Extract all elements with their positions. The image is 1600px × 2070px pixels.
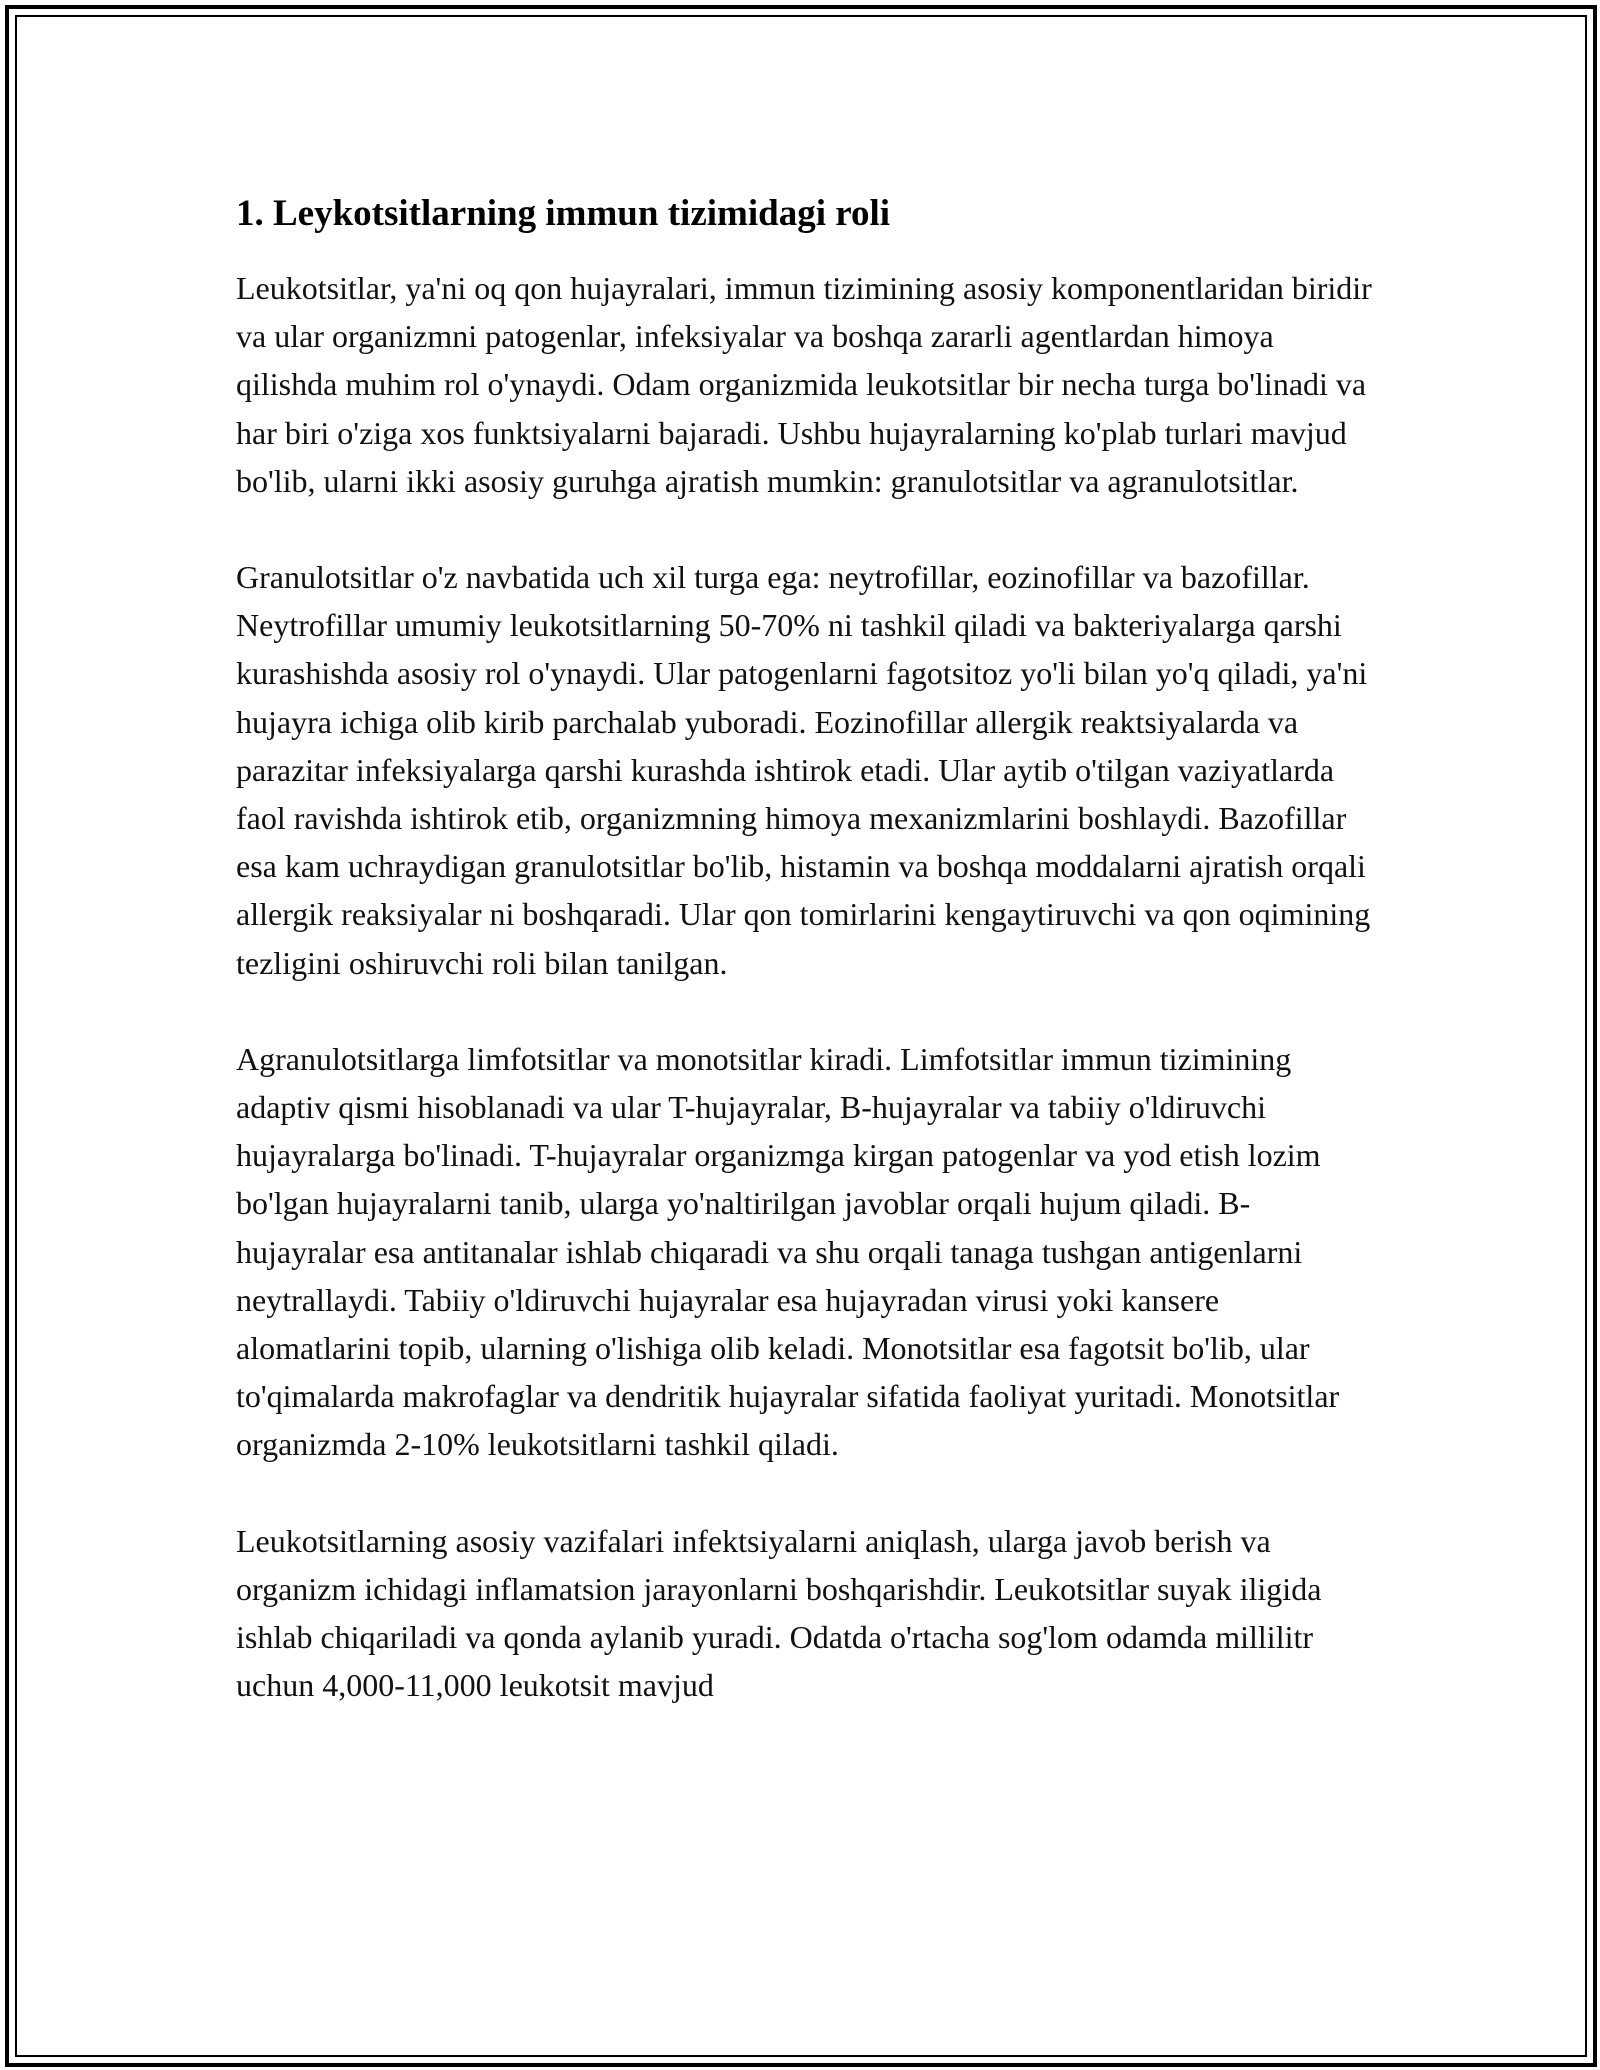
- section-heading: 1. Leykotsitlarning immun tizimidagi roli: [236, 193, 891, 234]
- paragraph-2: Granulotsitlar o'z navbatida uch xil turga ega: neytrofillar, eozinofillar va bazofillar. Neytrofillar umumiy leukotsitlarning 50-70% ni tashkil qiladi va bakteriyalarga qarshi kurashishda asosiy rol o'ynaydi. Ular patogenlarni fagotsitoz yo'li bilan yo'q qiladi, ya'ni hujayra ichiga olib kirib parchalab yuboradi. Eozinofillar allergik reaktsiyalarda va parazitar infeksiyalarga qarshi kurashda ishtirok etadi. Ular aytib o'tilgan vaziyatlarda faol ravishda ishtirok etib, organizmning himoya mexanizmlarini boshlaydi. Bazofillar esa kam uchraydigan granulotsitlar bo'lib, histamin va boshqa moddalarni ajratish orqali allergik reaksiyalar ni boshqaradi. Ular qon tomirlarini kengaytiruvchi va qon oqimining tezligini oshiruvchi roli bilan tanilgan.: [236, 559, 1371, 981]
- paragraph-3: Agranulotsitlarga limfotsitlar va monotsitlar kiradi. Limfotsitlar immun tizimining adaptiv qismi hisoblanadi va ular T-hujayralar, B-hujayralar va tabiiy o'ldiruvchi hujayralarga bo'linadi. T-hujayralar organizmga kirgan patogenlar va yod etish lozim bo'lgan hujayralarni tanib, ularga yo'naltirilgan javoblar orqali hujum qiladi. B-hujayralar esa antitanalar ishlab chiqaradi va shu orqali tanaga tushgan antigenlarni neytrallaydi. Tabiiy o'ldiruvchi hujayralar esa hujayradan virusi yoki kansere alomatlarini topib, ularning o'lishiga olib keladi. Monotsitlar esa fagotsit bo'lib, ular to'qimalarda makrofaglar va dendritik hujayralar sifatida faoliyat yuritadi. Monotsitlar organizmda 2-10% leukotsitlarni tashkil qiladi.: [236, 1040, 1340, 1463]
- document-body: [236, 190, 1376, 1709]
- paragraph-1: Leukotsitlar, ya'ni oq qon hujayralari, immun tizimining asosiy komponentlaridan biridir va ular organizmni patogenlar, infeksiyalar va boshqa zararli agentlardan himoya qilishda muhim rol o'ynaydi. Odam organizmida leukotsitlar bir necha turga bo'linadi va har biri o'ziga xos funktsiyalarni bajaradi. Ushbu hujayralarning ko'plab turlari mavjud bo'lib, ularni ikki asosiy guruhga ajratish mumkin: granulotsitlar va agranulotsitlar.: [236, 270, 1372, 499]
- paragraph-4: Leukotsitlarning asosiy vazifalari infektsiyalarni aniqlash, ularga javob berish va organizm ichidagi inflamatsion jarayonlarni boshqarishdir. Leukotsitlar suyak iligida ishlab chiqariladi va qonda aylanib yuradi. Odatda o'rtacha sog'lom odamda millilitr uchun 4,000-11,000 leukotsit mavjud: [236, 1522, 1322, 1704]
